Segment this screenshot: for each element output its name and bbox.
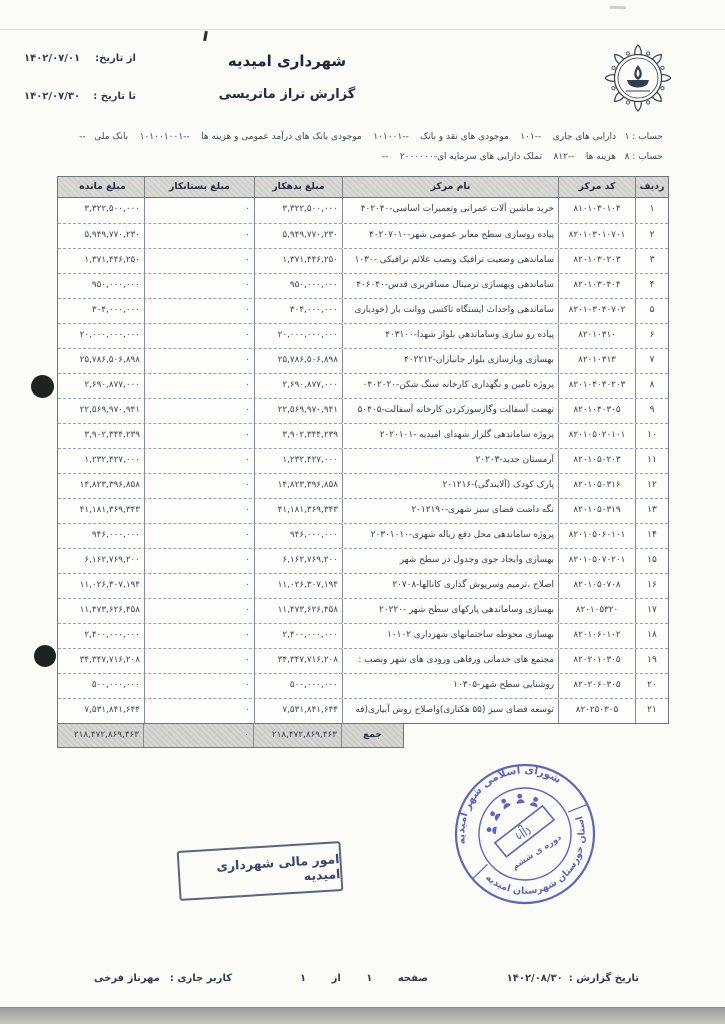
center-name-cell: پروژه تامین و نگهداری کارخانه سنگ شکن-۰۴۰۲۰۲۰ — [342, 374, 558, 398]
debit-cell: ۲,۴۰۰,۰۰۰,۰۰۰ — [254, 624, 342, 648]
center-code-cell: ۸۲۰۱۰۳۰۱۰۷۰۱ — [558, 224, 635, 248]
center-code-cell: ۸۲۰۱۰۵۰۷۰۸ — [558, 574, 635, 598]
row-index-cell: ۱۴ — [635, 524, 668, 548]
credit-cell: ۰ — [144, 374, 254, 398]
to-date-value: ۱۴۰۲/۰۷/۳۰ — [24, 91, 81, 102]
table-row — [58, 348, 668, 373]
row-index-cell: ۹ — [635, 399, 668, 423]
table-row — [58, 698, 668, 723]
credit-cell: ۰ — [144, 649, 254, 673]
center-code-cell: ۸۲۰۱۰۳۰۴۰۴ — [558, 274, 635, 298]
scan-edge-bottom — [0, 1007, 725, 1024]
current-user-block — [94, 973, 232, 984]
table-row — [58, 498, 668, 523]
debit-cell: ۲۵,۷۸۶,۵۰۶,۸۹۸ — [254, 349, 342, 373]
report-date-label: تاریخ گزارش : — [568, 973, 639, 984]
org-title: شهرداری امیدیه — [227, 52, 347, 70]
table-row — [58, 248, 668, 273]
balance-cell: ۱۱,۴۷۳,۶۲۶,۴۵۸ — [79, 605, 140, 615]
credit-cell: ۰ — [144, 499, 254, 523]
debit-cell: ۱۱,۰۲۶,۳۰۷,۱۹۴ — [254, 574, 342, 598]
credit-cell: ۰ — [144, 399, 254, 423]
from-date-value: ۱۴۰۲/۰۷/۰۱ — [24, 53, 81, 64]
debit-cell: ۱,۲۳۲,۴۲۷,۰۰۰ — [254, 449, 342, 473]
table-row — [58, 398, 668, 423]
page-of-label: از — [331, 973, 341, 984]
center-code-cell: ۸۲۰۱۰۵۰۲۰۳ — [558, 449, 635, 473]
stamp-term-text: دوره ی ششم — [510, 832, 564, 873]
account-line-1: حساب : ۱ دارایی های جاری --۱۰۱ موجودی های نقد و بانک --۱۰۱۰۰۱ موجودی بانک های درآمد عمومی و هزینه ها --۱۰۱۰۰۱۰۰۱ بانک ملی -- — [79, 132, 663, 142]
council-round-stamp — [436, 758, 614, 910]
to-date-row — [24, 91, 136, 102]
credit-cell: ۰ — [144, 424, 254, 448]
table-row — [58, 573, 668, 598]
total-credit-cell: ۰ — [143, 724, 253, 747]
credit-cell: ۰ — [144, 674, 254, 698]
credit-cell: ۰ — [144, 349, 254, 373]
center-code-cell: ۸۲۰۲۰۱۰۳۰۵ — [558, 649, 635, 673]
center-code-cell: ۸۲۰۱۰۳۰۴۰۷۰۲ — [558, 299, 635, 323]
to-date-label: تا تاریخ : — [93, 91, 136, 102]
center-code-cell: ۸۲۰۲۵۰۳۰۵ — [558, 699, 635, 723]
center-name-cell: اصلاح ،ترمیم وسرپوش گذاری کانالها-۲۰۷۰۸ — [342, 574, 558, 598]
total-debit-cell: ۲۱۸,۴۷۲,۸۶۹,۴۶۳ — [253, 724, 341, 747]
header-row-index: ردیف — [635, 177, 668, 197]
debit-cell: ۲۰,۰۰۰,۰۰۰,۰۰۰ — [254, 324, 342, 348]
current-user-label: کاربر جاری : — [169, 973, 233, 984]
debit-cell: ۵,۹۴۹,۷۷۰,۲۳۰ — [254, 224, 342, 248]
pen-mark — [203, 31, 208, 41]
credit-cell: ۰ — [144, 599, 254, 623]
svg-text:شورای اسلامی شهر امیدیه — [436, 758, 566, 850]
header-center-name: نام مرکز — [342, 177, 558, 197]
stamp-emblem-glyph — [513, 822, 531, 840]
center-name-cell: پارک کودک (آلایندگی)-۲۰۱۲۱۶ — [342, 474, 558, 498]
balance-cell: ۳۰۴,۰۰۰,۰۰۰ — [91, 305, 140, 315]
center-name-cell: روشنایی سطح شهر-۱۰۳۰۵ — [342, 674, 558, 698]
table-row — [58, 473, 668, 498]
center-code-cell: ۸۲۰۱۰۵۰۷۰۲۰۱ — [558, 549, 635, 573]
balance-cell: ۵۰۰,۰۰۰,۰۰۰ — [91, 680, 140, 690]
center-name-cell: پیاده رو سازی وساماندهی بلوار شهدا-۴۰۳۱۰۰ — [342, 324, 558, 348]
balance-cell: ۲,۴۰۰,۰۰۰,۰۰۰ — [84, 630, 140, 640]
center-name-cell: پروژه ساماندهی گلزار شهدای امیدیه -۲۰۲۰۱۰۱ — [342, 424, 558, 448]
finance-stamp-text: امور مالی شهرداری امیدیه — [215, 851, 341, 884]
center-name-cell: ساماندهی وضعیت ترافیک ونصب علائم ترافیکی -۱۰۳۰ — [342, 249, 558, 273]
credit-cell: ۰ — [144, 549, 254, 573]
balance-cell: ۱۴,۸۲۳,۳۹۶,۸۵۸ — [79, 480, 140, 490]
balance-cell: ۷,۵۳۱,۸۴۱,۶۴۴ — [84, 705, 140, 715]
page-label: صفحه — [397, 973, 428, 984]
header-center-code: کد مرکز — [558, 177, 635, 197]
credit-cell: ۰ — [144, 274, 254, 298]
account-lines — [57, 127, 663, 167]
table-row — [58, 548, 668, 573]
credit-cell: ۰ — [144, 699, 254, 723]
municipality-emblem-icon — [605, 43, 671, 113]
row-index-cell: ۳ — [635, 249, 668, 273]
center-name-cell: توسعه فضای سبز (۵۵ هکتاری)واصلاح روش آبیاری(فه — [342, 699, 558, 723]
balance-table — [57, 176, 669, 724]
credit-cell: ۰ — [144, 474, 254, 498]
row-index-cell: ۱۷ — [635, 599, 668, 623]
balance-cell: ۱,۲۳۲,۴۲۷,۰۰۰ — [84, 455, 140, 465]
row-index-cell: ۲۱ — [635, 699, 668, 723]
header-debit: مبلغ بدهکار — [254, 177, 342, 197]
center-code-cell: ۸۲۰۱۰۴۰۳۰۲۰۳ — [558, 374, 635, 398]
center-name-cell: پروژه ساماندهی محل دفع زباله شهری-۲۰۳۰۱۰۱۰ — [342, 524, 558, 548]
center-name-cell: بهسازی وبازسازی بلوار جانبازان-۴۰۲۲۱۲ — [342, 349, 558, 373]
header-credit: مبلغ بستانکار — [144, 177, 254, 197]
page-total: ۱ — [300, 973, 307, 984]
center-code-cell: ۸۲۰۱۰۵۰۳۱۹ — [558, 499, 635, 523]
table-row — [58, 198, 668, 223]
table-total-row — [57, 723, 404, 748]
stamp-top-text: شورای اسلامی شهر امیدیه — [455, 764, 564, 846]
debit-cell: ۳۰۴,۰۰۰,۰۰۰ — [254, 299, 342, 323]
row-index-cell: ۸ — [635, 374, 668, 398]
row-index-cell: ۴ — [635, 274, 668, 298]
debit-cell: ۱,۳۷۱,۴۴۶,۲۵۰ — [254, 249, 342, 273]
center-name-cell: ساماندهی وبهسازی ترمینال مسافربری قدس-۴۰۶۰۴۰ — [342, 274, 558, 298]
credit-cell: ۰ — [144, 324, 254, 348]
debit-cell: ۱۴,۸۲۳,۳۹۶,۸۵۸ — [254, 474, 342, 498]
table-header-row — [57, 176, 669, 198]
title-block — [178, 52, 396, 102]
center-code-cell: ۸۲۰۱۰۶۰۱۰۲ — [558, 624, 635, 648]
row-index-cell: ۵ — [635, 299, 668, 323]
row-index-cell: ۱۲ — [635, 474, 668, 498]
row-index-cell: ۶ — [635, 324, 668, 348]
center-code-cell: ۸۲۰۱۰۵۳۲۰ — [558, 599, 635, 623]
center-name-cell: نگه داشت فضای سبز شهری-۲۰۱۲۱۹۰ — [342, 499, 558, 523]
scan-edge-top-line — [0, 29, 725, 30]
center-name-cell: ساماندهی واحداث ایستگاه تاکسی ووانت بار (خودیاری — [342, 299, 558, 323]
table-body — [57, 198, 669, 724]
report-title: گزارش تراز ماتریسی — [218, 87, 356, 102]
hole-punch-top — [31, 375, 54, 398]
row-index-cell: ۲ — [635, 224, 668, 248]
credit-cell: ۰ — [144, 449, 254, 473]
row-index-cell: ۱۵ — [635, 549, 668, 573]
scan-artifact — [610, 6, 626, 10]
from-date-row — [24, 53, 136, 64]
row-index-cell: ۷ — [635, 349, 668, 373]
table-row — [58, 273, 668, 298]
center-name-cell: خرید ماشین آلات عمرانی وتعمیرات اساسی-۴۰۲۰۴۰ — [342, 198, 558, 223]
current-user-name: مهرناز فرخی — [94, 973, 160, 984]
row-index-cell: ۱۶ — [635, 574, 668, 598]
center-code-cell: ۸۲۰۱۰۳۱۳ — [558, 349, 635, 373]
debit-cell: ۳۴,۳۴۷,۷۱۶,۲۰۸ — [254, 649, 342, 673]
balance-cell: ۳,۳۲۲,۵۰۰,۰۰۰ — [84, 204, 140, 214]
table-row — [58, 423, 668, 448]
table-row — [58, 623, 668, 648]
center-name-cell: آرمستان جدید-۲۰۲۰۳ — [342, 449, 558, 473]
center-code-cell: ۸۱۰۱۰۳۰۱۰۴ — [558, 198, 635, 223]
balance-cell: ۳,۹۰۲,۳۴۴,۲۳۹ — [84, 430, 140, 440]
debit-cell: ۳,۹۰۲,۳۴۴,۲۳۹ — [254, 424, 342, 448]
total-balance-cell: ۲۱۸,۴۷۲,۸۶۹,۴۶۳ — [73, 730, 139, 740]
account-line-2: حساب : ۸ هزینه ها --۸۱۲ تملک دارایی های سرمایه ای-۲۰۰۰۰۰۰ -- — [381, 152, 663, 162]
finance-office-stamp — [177, 841, 344, 901]
from-date-label: از تاریخ: — [95, 53, 136, 64]
center-name-cell: نهضت آسفالت وگازسوزکردن کارخانه آسفالت-۵۰۴۰۵ — [342, 399, 558, 423]
balance-cell: ۹۴۶,۰۰۰,۰۰۰ — [91, 530, 140, 540]
credit-cell: ۰ — [144, 198, 254, 223]
table-row — [58, 223, 668, 248]
credit-cell: ۰ — [144, 249, 254, 273]
credit-cell: ۰ — [144, 624, 254, 648]
center-name-cell: پیاده روسازی سطح معابر عمومی شهر-۴۰۲۰۷۰۱۰ — [342, 224, 558, 248]
center-name-cell: بهسازی محوطه ساختمانهای شهرداری ۱۰۱۰۲ — [342, 624, 558, 648]
report-date-block — [507, 973, 639, 984]
total-label-cell: جمع — [341, 724, 403, 747]
debit-cell: ۵۰۰,۰۰۰,۰۰۰ — [254, 674, 342, 698]
debit-cell: ۹۴۶,۰۰۰,۰۰۰ — [254, 524, 342, 548]
stamp-bottom-text: استان خوزستان شهرستان امیدیه — [483, 814, 588, 897]
row-index-cell: ۱۰ — [635, 424, 668, 448]
row-index-cell: ۱۳ — [635, 499, 668, 523]
row-index-cell: ۱ — [635, 198, 668, 223]
table-row — [58, 373, 668, 398]
debit-cell: ۲,۶۹۰,۸۷۷,۰۰۰ — [254, 374, 342, 398]
balance-cell: ۶,۱۶۲,۷۶۹,۲۰۰ — [84, 555, 140, 565]
balance-cell: ۴۱,۱۸۱,۳۶۹,۳۴۳ — [79, 505, 140, 515]
table-row — [58, 523, 668, 548]
center-code-cell: ۸۲۰۲۰۶۰۳۰۵ — [558, 674, 635, 698]
center-code-cell: ۸۲۰۱۰۴۰۳۰۵ — [558, 399, 635, 423]
balance-cell: ۲,۶۹۰,۸۷۷,۰۰۰ — [84, 380, 140, 390]
table-row — [58, 448, 668, 473]
center-code-cell: ۸۲۰۱۰۵۰۲۰۱۰۱ — [558, 424, 635, 448]
debit-cell: ۳,۳۲۲,۵۰۰,۰۰۰ — [254, 198, 342, 223]
debit-cell: ۹۵۰,۰۰۰,۰۰۰ — [254, 274, 342, 298]
credit-cell: ۰ — [144, 299, 254, 323]
debit-cell: ۲۲,۵۶۹,۹۷۰,۹۴۱ — [254, 399, 342, 423]
table-row — [58, 323, 668, 348]
page-indicator — [300, 973, 428, 984]
credit-cell: ۰ — [144, 574, 254, 598]
page-current: ۱ — [366, 973, 373, 984]
row-index-cell: ۱۱ — [635, 449, 668, 473]
table-row — [58, 673, 668, 698]
debit-cell: ۶,۱۶۲,۷۶۹,۲۰۰ — [254, 549, 342, 573]
center-name-cell: مجتمع های خدماتی ورفاهی ورودی های شهر ونصب : — [342, 649, 558, 673]
debit-cell: ۱۱,۴۷۳,۶۲۶,۴۵۸ — [254, 599, 342, 623]
balance-cell: ۲۰,۰۰۰,۰۰۰,۰۰۰ — [79, 330, 140, 340]
report-date-value: ۱۴۰۲/۰۸/۳۰ — [506, 973, 563, 984]
balance-cell: ۲۵,۷۸۶,۵۰۶,۸۹۸ — [79, 355, 140, 365]
center-name-cell: بهسازی وایجاد جوی وجدول در سطح شهر — [342, 549, 558, 573]
credit-cell: ۰ — [144, 224, 254, 248]
row-index-cell: ۱۹ — [635, 649, 668, 673]
hole-punch-bottom — [34, 645, 56, 667]
balance-cell: ۱,۳۷۱,۴۴۶,۲۵۰ — [84, 255, 140, 265]
center-code-cell: ۸۲۰۱۰۵۰۶۰۱۰۱ — [558, 524, 635, 548]
center-name-cell: بهسازی وساماندهی پارکهای سطح شهر -۲۰۲۲۰ — [342, 599, 558, 623]
center-code-cell: ۸۲۰۱۰۳۱۰ — [558, 324, 635, 348]
table-row — [58, 598, 668, 623]
debit-cell: ۷,۵۳۱,۸۴۱,۶۴۴ — [254, 699, 342, 723]
balance-cell: ۱۱,۰۲۶,۳۰۷,۱۹۴ — [79, 580, 140, 590]
table-row — [58, 648, 668, 673]
balance-cell: ۳۴,۳۴۷,۷۱۶,۲۰۸ — [79, 655, 140, 665]
debit-cell: ۴۱,۱۸۱,۳۶۹,۳۴۳ — [254, 499, 342, 523]
balance-cell: ۹۵۰,۰۰۰,۰۰۰ — [91, 280, 140, 290]
table-row — [58, 298, 668, 323]
row-index-cell: ۲۰ — [635, 674, 668, 698]
balance-cell: ۵,۹۴۹,۷۷۰,۲۳۰ — [84, 230, 140, 240]
balance-cell: ۲۲,۵۶۹,۹۷۰,۹۴۱ — [79, 405, 140, 415]
center-code-cell: ۸۲۰۱۰۵۰۳۱۶ — [558, 474, 635, 498]
center-code-cell: ۸۲۰۱۰۳۰۲۰۳ — [558, 249, 635, 273]
header-balance: مبلغ مانده — [79, 181, 126, 192]
row-index-cell: ۱۸ — [635, 624, 668, 648]
credit-cell: ۰ — [144, 524, 254, 548]
